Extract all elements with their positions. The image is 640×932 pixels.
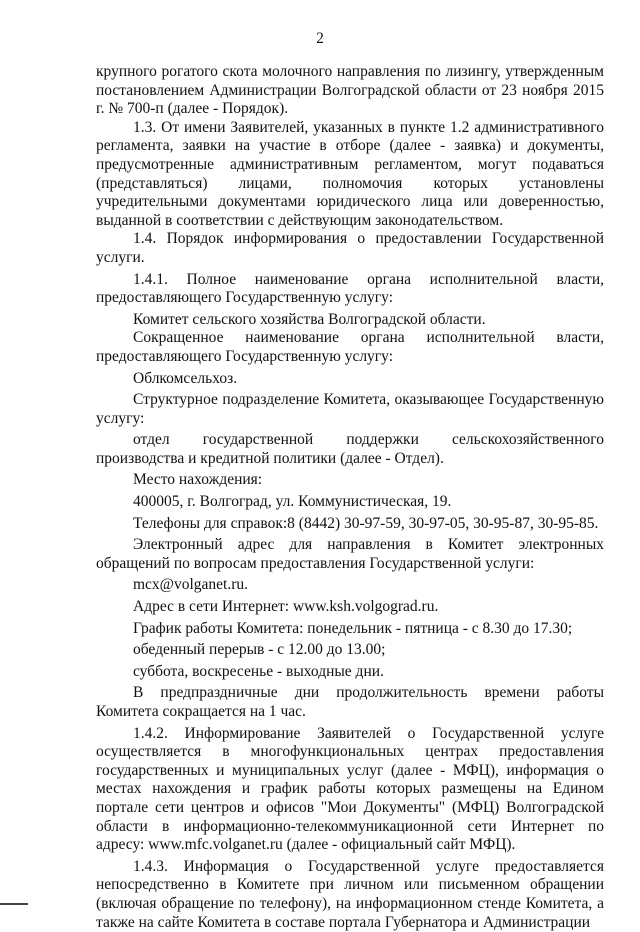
committee-full-name: Комитет сельского хозяйства Волгоградской области. (133, 310, 486, 328)
structural-unit-name: отдел государственной поддержки сельскохозяйственного производства и кредитной политики (далее - Отдел). (96, 431, 604, 467)
paragraph-1-4: 1.4. Порядок информирования о предоставлении Государственной услуги. (96, 230, 604, 266)
email-address: mcx@volganet.ru. (133, 576, 248, 594)
paragraph-1-4-3: 1.4.3. Информация о Государственной услуге предоставляется непосредственно в Комитете при личном или письменном обращении (включая обращение по телефону), на информационном стенде Комитета, а также на сайте Комитета в составе портала Губернатора и Администрации (96, 857, 604, 931)
paragraph-1-4-2: 1.4.2. Информирование Заявителей о Государственной услуге осуществляется в многофункциональных центрах предоставления государственных и муниципальных услуг (далее - МФЦ), информация о местах нахождения и график работы которых размещены на Едином портале сети центров и офисов "Мои Документы" (МФЦ) Волгоградской области в информационно-телекоммуникационной сети Интернет по адресу: www.mfc.volganet.ru (далее - официальный сайт МФЦ). (96, 724, 604, 854)
short-name-heading: Сокращенное наименование органа исполнительной власти, предоставляющего Государственную услугу: (96, 329, 604, 365)
page-number: 2 (316, 30, 324, 47)
phone-numbers: Телефоны для справок:8 (8442) 30-97-59, 30-97-05, 30-95-87, 30-95-85. (133, 514, 599, 532)
location-heading: Место нахождения: (133, 471, 263, 489)
lunch-break: обеденный перерыв - с 12.00 до 13.00; (133, 641, 386, 659)
location-address: 400005, г. Волгоград, ул. Коммунистическая, 19. (133, 493, 452, 511)
website-address: Адрес в сети Интернет: www.ksh.volgograd.ru. (133, 598, 439, 616)
paragraph-continuation: крупного рогатого скота молочного направления по лизингу, утвержденным постановлением Администрации Волгоградской области от 23 ноября 2015 г. № 700-п (далее - Порядок). (96, 63, 604, 118)
email-heading: Электронный адрес для направления в Комитет электронных обращений по вопросам предоставления Государственной услуги: (96, 536, 604, 572)
paragraph-1-3: 1.3. От имени Заявителей, указанных в пункте 1.2 административного регламента, заявки на участие в отборе (далее - заявка) и документы, предусмотренные административным регламентом, могут подаваться (представляться) лицами, полномочия которых установлены учредительными документами юридического лица или доверенностью, выданной в соответствии с действующим законодательством. (96, 118, 604, 229)
structural-unit-heading: Структурное подразделение Комитета, оказывающее Государственную услугу: (96, 391, 604, 427)
document-body (96, 63, 604, 932)
work-schedule: График работы Комитета: понедельник - пятница - с 8.30 до 17.30; (133, 619, 573, 637)
weekend-days: суббота, воскресенье - выходные дни. (133, 662, 384, 680)
paragraph-1-4-1: 1.4.1. Полное наименование органа исполнительной власти, предоставляющего Государственную услугу: (96, 270, 604, 307)
pre-holiday-note: В предпраздничные дни продолжительность времени работы Комитета сокращается на 1 час. (96, 684, 604, 720)
committee-short-name: Облкомсельхоз. (133, 369, 238, 387)
